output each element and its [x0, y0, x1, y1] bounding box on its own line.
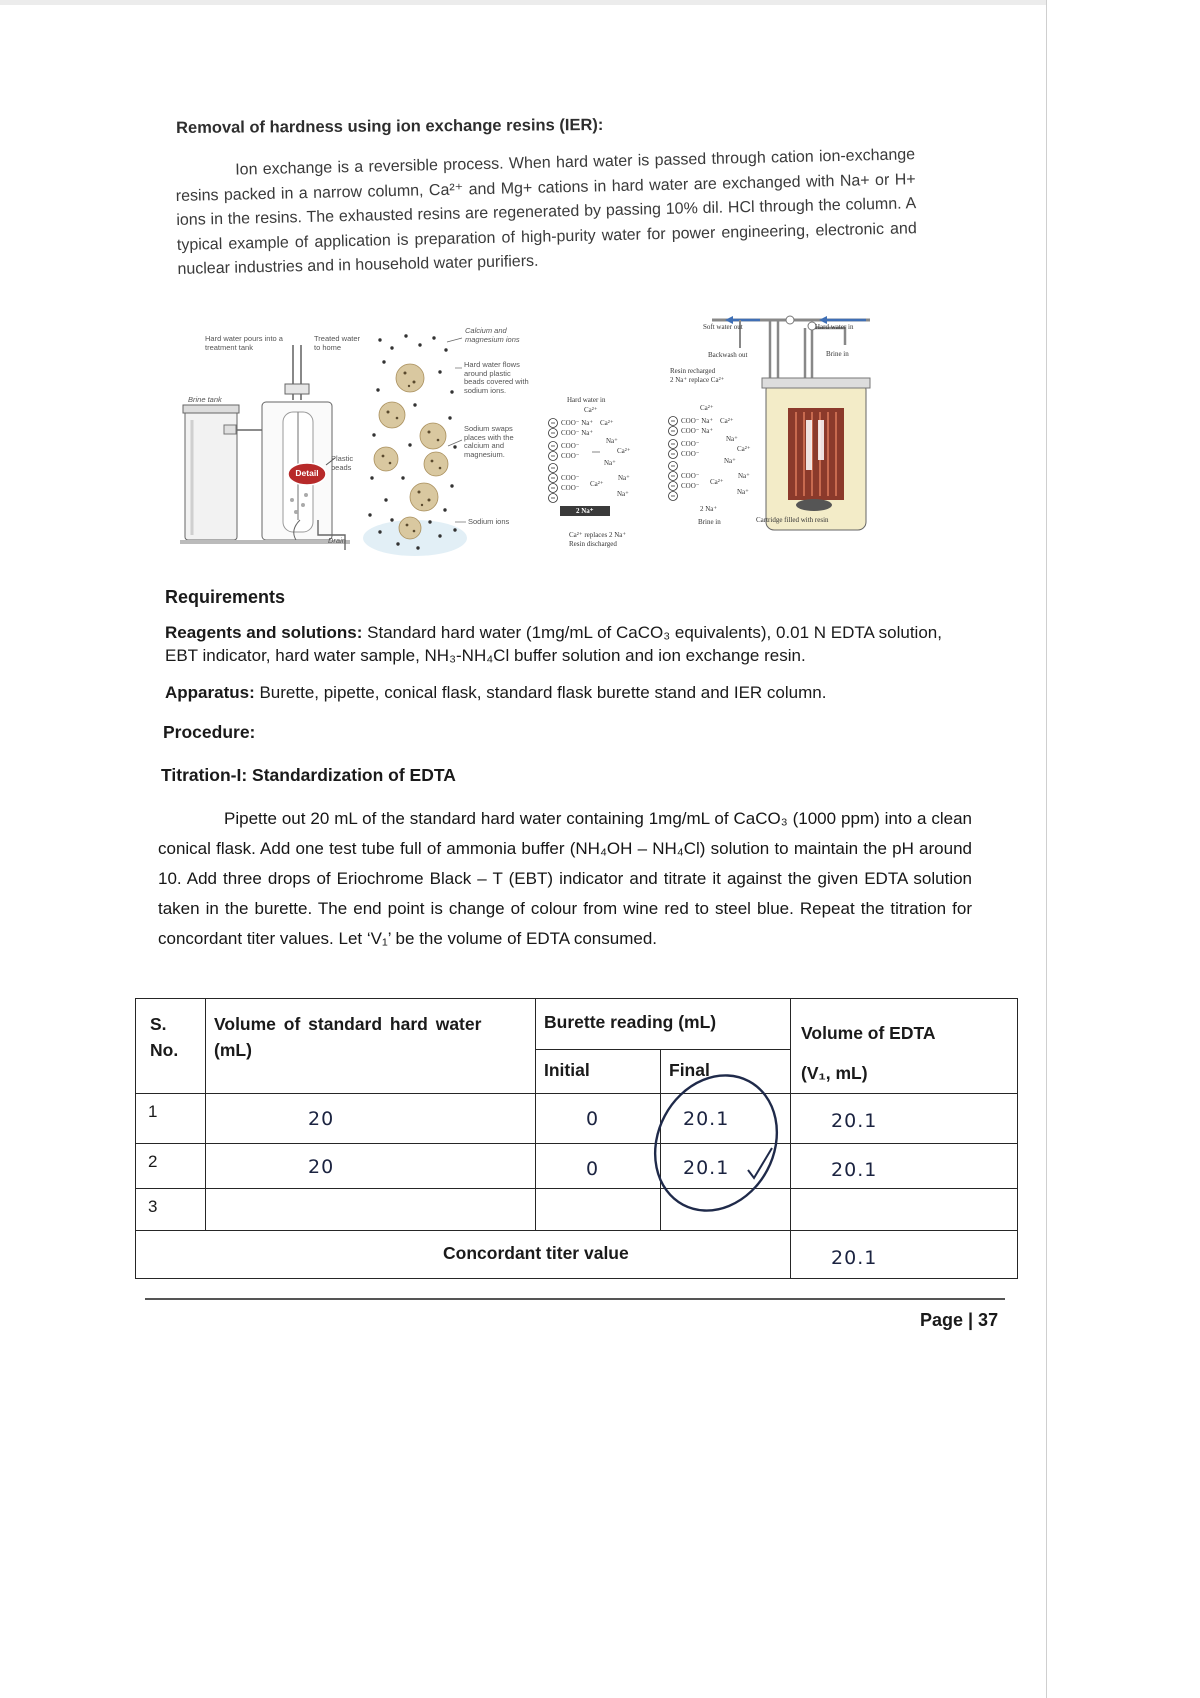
- recharge-resin-row: COO⁻ Na⁺: [681, 417, 714, 425]
- label-recharge-top-ion: Ca²⁺: [700, 404, 714, 412]
- discharge-ion: Na⁺: [606, 437, 618, 445]
- requirements-heading: Requirements: [165, 587, 286, 607]
- section-heading: Removal of hardness using ion exchange resins (IER):: [176, 116, 604, 137]
- header-volume-line-2: (mL): [214, 1040, 252, 1060]
- discharge-ion: Na⁺: [604, 459, 616, 467]
- bead-detail-diagram: [363, 334, 467, 556]
- intro-paragraph: Ion exchange is a reversible process. When hard water is passed through cation ion-exchange resins packed in a narrow column, Ca²⁺ and Mg+ cations in hard water are exchanged with Na+ or H+ ions in the resins. The exhausted resins are regenerated by passing 10% dil. HCl through the column. A typical example of application is preparation of high-purity water for power engineering, electronic and nuclear industries and in household water purifiers.: [175, 146, 917, 278]
- header-sno-line-2: No.: [150, 1040, 179, 1060]
- discharge-ion: Na⁺: [618, 474, 630, 482]
- label-softener-inlet: Hard water pours into a treatment tank: [205, 334, 283, 352]
- discharge-resin-row: COO⁻: [561, 442, 580, 450]
- apparatus-text: Burette, pipette, conical flask, standard flask burette stand and IER column.: [259, 683, 827, 702]
- recharge-ion: Ca²⁺: [737, 445, 751, 453]
- cell-edta: 20.1: [791, 1094, 1018, 1144]
- concordant-label: Concordant titer value: [136, 1231, 791, 1279]
- header-sno-line-1: S.: [150, 1014, 167, 1034]
- cell-volume: 20: [206, 1144, 536, 1189]
- cell-edta: 20.1: [791, 1144, 1018, 1189]
- label-cartridge-hard-water-in: Hard water in: [815, 323, 854, 331]
- label-hard-water-flow: Hard water flows around plastic beads covered with sodium ions.: [464, 360, 529, 395]
- discharge-resin-row: COO⁻ Na⁺: [561, 419, 594, 427]
- header-initial: Initial: [536, 1050, 661, 1094]
- header-burette-reading: Burette reading (mL): [536, 999, 791, 1050]
- discharge-resin-row: COO⁻: [561, 452, 580, 460]
- discharge-ion: Ca²⁺: [617, 447, 631, 455]
- recharge-ion: Na⁺: [737, 488, 749, 496]
- discharge-ion: Na⁺: [617, 490, 629, 498]
- discharge-ion: Ca²⁺: [590, 480, 604, 488]
- header-sno: [136, 999, 206, 1094]
- recharge-resin-row: COO⁻: [681, 482, 700, 490]
- header-edta-line-2: (V₁, mL): [801, 1063, 868, 1083]
- label-sodium-ions: Sodium ions: [468, 517, 510, 526]
- apparatus-line: [165, 681, 965, 704]
- table-row: [136, 1094, 1018, 1144]
- label-drain: Drain: [328, 536, 346, 545]
- paper-edge: [1046, 0, 1047, 1698]
- recharge-ion: Na⁺: [738, 472, 750, 480]
- detail-badge: Detail: [295, 468, 319, 478]
- table-row: [136, 1189, 1018, 1231]
- softener-diagram: [180, 345, 350, 550]
- titration-paragraph: Pipette out 20 mL of the standard hard water containing 1mg/mL of CaCO₃ (1000 ppm) into a clean conical flask. Add one test tube full of ammonia buffer (NH₄OH – NH₄Cl) solution to maintain the pH around 10. Add three drops of Eriochrome Black – T (EBT) indicator and titrate it against the given EDTA solution taken in the burette. The end point is change of colour from wine red to steel blue. Repeat the titration for concordant titer values. Let ‘V₁’ be the volume of EDTA consumed.: [158, 809, 972, 948]
- label-brine-tank: Brine tank: [188, 395, 222, 404]
- label-calcium-magnesium-ions: Calcium and magnesium ions: [465, 326, 520, 344]
- recharge-ion: Na⁺: [724, 457, 736, 465]
- discharge-resin-row: COO⁻ Na⁺: [561, 429, 594, 437]
- label-discharge-top-ion: Ca²⁺: [584, 406, 598, 414]
- label-sodium-swap: Sodium swaps places with the calcium and magnesium.: [464, 424, 514, 459]
- label-recharge-bottom: 2 Na⁺: [700, 505, 718, 513]
- discharge-resin-row: COO⁻: [561, 474, 580, 482]
- recharge-ion: Ca²⁺: [720, 417, 734, 425]
- header-volume: [206, 999, 536, 1094]
- recharge-resin-row: COO⁻: [681, 440, 700, 448]
- recharge-ion: Ca²⁺: [710, 478, 724, 486]
- titration-table: [135, 998, 1018, 1279]
- label-backwash-out: Backwash out: [708, 351, 748, 359]
- label-cartridge-caption: Cartridge filled with resin: [756, 516, 829, 524]
- cell-volume: 20: [206, 1094, 536, 1144]
- header-edta-line-1: Volume of EDTA: [801, 1023, 936, 1043]
- reagents-line: [165, 621, 965, 667]
- label-cartridge-brine-in: Brine in: [826, 350, 849, 358]
- apparatus-label: Apparatus:: [165, 683, 255, 702]
- discharge-ion: Ca²⁺: [600, 419, 614, 427]
- discharge-resin-row: COO⁻: [561, 484, 580, 492]
- label-recharge-caption-2: 2 Na⁺ replace Ca²⁺: [670, 376, 725, 384]
- recharge-resin-row: COO⁻: [681, 472, 700, 480]
- recharge-ion: Na⁺: [726, 435, 738, 443]
- cell-final: 20.1: [661, 1144, 791, 1189]
- label-recharge-brine-in: Brine in: [698, 518, 721, 526]
- label-softener-outlet: Treated water to home: [314, 334, 360, 352]
- table-row: [136, 1144, 1018, 1189]
- handwritten-circle-mark: [600, 1060, 830, 1230]
- concordant-value: 20.1: [791, 1231, 1018, 1279]
- recharge-resin-row: COO⁻ Na⁺: [681, 427, 714, 435]
- cell-initial: 0: [536, 1144, 661, 1189]
- resin-cartridge-diagram: [712, 316, 870, 530]
- resin-recharge-column: [669, 417, 678, 501]
- label-soft-water-out: Soft water out: [703, 323, 743, 331]
- reagents-label: Reagents and solutions:: [165, 623, 363, 642]
- photo-top-shadow: [0, 0, 1046, 5]
- cell-sno: 2: [136, 1144, 206, 1189]
- label-recharge-caption-1: Resin recharged: [670, 367, 716, 375]
- label-discharge-caption-2: Resin discharged: [569, 540, 617, 548]
- page-number: Page | 37: [920, 1310, 999, 1330]
- reagents-text: Standard hard water (1mg/mL of CaCO₃ equivalents), 0.01 N EDTA solution, EBT indicator, hard water sample, NH₃-NH₄Cl buffer solution and ion exchange resin.: [165, 623, 942, 665]
- cell-sno: 1: [136, 1094, 206, 1144]
- cell-final: 20.1: [661, 1094, 791, 1144]
- cell-volume: [206, 1189, 536, 1231]
- footer-rule: [145, 1298, 1005, 1300]
- procedure-heading: Procedure:: [163, 722, 256, 742]
- titration-heading: Titration-I: Standardization of EDTA: [161, 765, 456, 785]
- label-discharge-caption-1: Ca²⁺ replaces 2 Na⁺: [569, 531, 627, 539]
- label-discharge-bottom: 2 Na⁺: [576, 507, 594, 515]
- header-final: Final: [661, 1050, 791, 1094]
- cell-sno: 3: [136, 1189, 206, 1231]
- concordant-row: [136, 1231, 1018, 1279]
- cell-initial: 0: [536, 1094, 661, 1144]
- recharge-resin-row: COO⁻: [681, 450, 700, 458]
- header-volume-line-1: Volume of standard hard water: [214, 1014, 482, 1034]
- label-discharge-inlet: Hard water in: [567, 396, 606, 404]
- label-plastic-beads: Plastic beads: [331, 454, 354, 472]
